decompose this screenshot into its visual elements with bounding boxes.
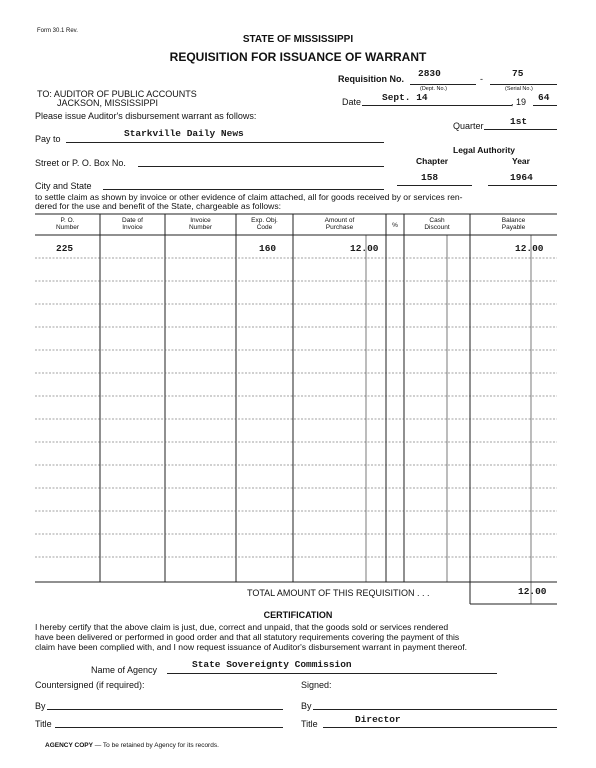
title-label-right: Title <box>301 719 318 729</box>
certification-heading: CERTIFICATION <box>263 610 333 620</box>
street-label: Street or P. O. Box No. <box>35 158 126 168</box>
quarter-value[interactable]: 1st <box>510 116 528 127</box>
pay-to-value[interactable]: Starkville Daily News <box>124 128 244 139</box>
total-label: TOTAL AMOUNT OF THIS REQUISITION . . . <box>247 588 430 598</box>
col-header-invoice: Invoice Number <box>188 217 213 231</box>
agency-value[interactable]: State Sovereignty Commission <box>192 659 352 670</box>
form-title: REQUISITION FOR ISSUANCE OF WARRANT <box>169 50 427 64</box>
quarter-label: Quarter <box>453 121 484 131</box>
claim-text-1: to settle claim as shown by invoice or other evidence of claim attached, all for goods received by or services ren- <box>35 192 463 202</box>
form-number: Form 30.1 Rev. <box>37 28 78 34</box>
col-header-date: Date of Invoice <box>122 217 143 231</box>
date-label: Date <box>342 97 362 107</box>
col-header-pct: % <box>392 222 398 229</box>
col-header-po: P. O. Number <box>55 217 80 231</box>
col-header-exp: Exp. Obj. Code <box>251 217 278 231</box>
dept-no-caption: (Dept. No.) <box>420 86 447 92</box>
dept-no-value[interactable]: 2830 <box>418 68 441 79</box>
requisition-label: Requisition No. <box>338 74 404 84</box>
instruction: Please issue Auditor's disbursement warrant as follows: <box>35 111 257 121</box>
certification-line1: I hereby certify that the above claim is just, due, correct and unpaid, that the goods sold or services rendered <box>35 622 449 632</box>
city-label: City and State <box>35 181 92 191</box>
legal-authority-title: Legal Authority <box>453 145 516 155</box>
addressee-line1: TO: AUDITOR OF PUBLIC ACCOUNTS <box>37 89 197 99</box>
year-prefix: , 19 <box>511 97 527 107</box>
certification-line3: claim have been complied with, and I now request issuance of Auditor's disbursement warrant in payment thereof. <box>35 642 468 652</box>
col-header-balance: Balance Payable <box>501 217 526 231</box>
row1-exp[interactable]: 160 <box>259 243 277 254</box>
row1-amount[interactable]: 12.00 <box>350 243 379 254</box>
col-header-cash: Cash Discount <box>424 217 450 231</box>
title-value[interactable]: Director <box>355 714 401 725</box>
addressee-line2: JACKSON, MISSISSIPPI <box>57 98 159 108</box>
footer-note: AGENCY COPY — To be retained by Agency for its records. <box>45 742 219 749</box>
year-value[interactable]: 64 <box>538 92 550 103</box>
row1-po[interactable]: 225 <box>56 243 74 254</box>
serial-no-value[interactable]: 75 <box>512 68 524 79</box>
row1-balance[interactable]: 12.00 <box>515 243 544 254</box>
state-title: STATE OF MISSISSIPPI <box>242 34 354 45</box>
agency-label: Name of Agency <box>91 665 158 675</box>
date-value[interactable]: Sept. 14 <box>382 92 428 103</box>
col-header-amount: Amount of Purchase <box>324 217 355 231</box>
by-label-left: By <box>35 701 46 711</box>
title-label-left: Title <box>35 719 52 729</box>
pay-to-label: Pay to <box>35 134 61 144</box>
chapter-value[interactable]: 158 <box>421 172 439 183</box>
claim-text-2: dered for the use and benefit of the State, chargeable as follows: <box>35 201 282 211</box>
year-label: Year <box>512 156 530 166</box>
signed-label: Signed: <box>301 680 332 690</box>
chapter-label: Chapter <box>416 156 449 166</box>
legal-year-value[interactable]: 1964 <box>510 172 533 183</box>
certification-line2: have been delivered or performed in good order and that all statutory requirements covering the payment of this <box>35 632 460 642</box>
by-label-right: By <box>301 701 312 711</box>
total-value[interactable]: 12.00 <box>518 586 547 597</box>
countersigned-label: Countersigned (if required): <box>35 680 145 690</box>
serial-no-caption: (Serial No.) <box>505 86 533 92</box>
